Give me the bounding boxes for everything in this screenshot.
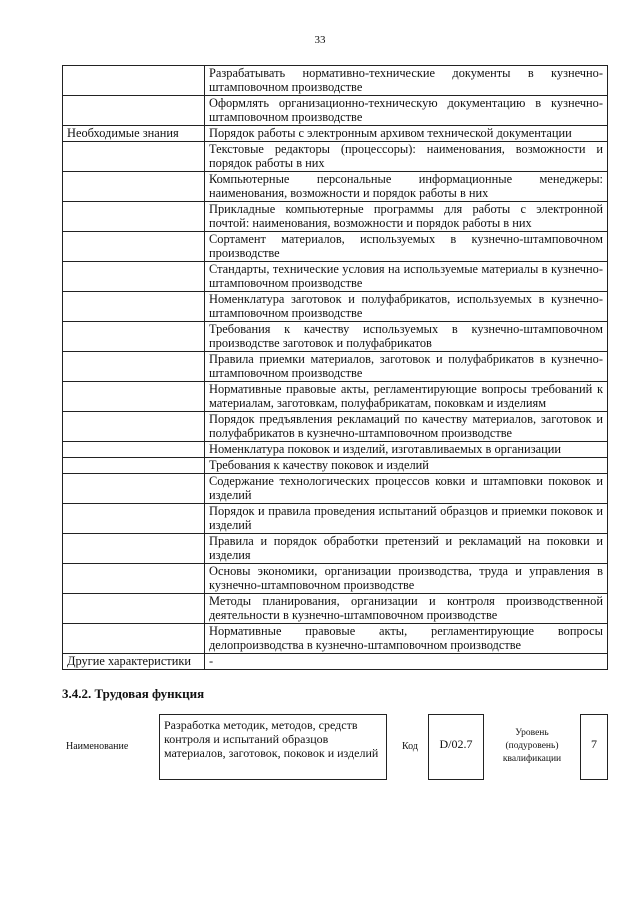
empty-cell [63,564,205,594]
skill-item: Оформлять организационно-техническую документацию в кузнечно-штамповочном производстве [205,96,608,126]
empty-cell [63,412,205,442]
empty-cell [63,382,205,412]
table-row [63,458,608,474]
empty-cell [63,504,205,534]
table-row [63,382,608,412]
other-characteristics-label: Другие характеристики [63,654,205,670]
table-row [63,202,608,232]
function-name-value: Разработка методик, методов, средств контроля и испытаний образцов материалов, заготовок, поковок и изделий [159,714,387,780]
empty-cell [63,172,205,202]
skill-item: Разрабатывать нормативно-технические документы в кузнечно-штамповочном производстве [205,66,608,96]
knowledge-item: Нормативные правовые акты, регламентирующие вопросы делопроизводства в кузнечно-штамповочном производстве [205,624,608,654]
table-row [63,322,608,352]
table-row [63,474,608,504]
table-row [63,262,608,292]
page-number: 33 [314,34,326,46]
empty-cell [63,322,205,352]
empty-cell [63,262,205,292]
empty-cell [63,458,205,474]
knowledge-item: Нормативные правовые акты, регламентирующие вопросы требований к материалам, заготовкам, полуфабрикатам, поковкам и изделиям [205,382,608,412]
qualification-level-label: Уровень (подуровень) квалификации [502,728,562,764]
table-row [63,624,608,654]
table-row [63,142,608,172]
empty-cell [63,624,205,654]
table-row [63,594,608,624]
name-label: Наименование [66,741,129,752]
requirements-table [62,65,608,670]
table-row [63,442,608,458]
knowledge-item: Содержание технологических процессов ковки и штамповки поковок и изделий [205,474,608,504]
code-label: Код [402,741,418,752]
table-row [63,292,608,322]
table-row [63,564,608,594]
section-heading: 3.4.2. Трудовая функция [62,686,205,701]
knowledge-item: Порядок и правила проведения испытаний образцов и приемки поковок и изделий [205,504,608,534]
empty-cell [63,442,205,458]
empty-cell [63,474,205,504]
empty-cell [63,66,205,96]
empty-cell [63,232,205,262]
table-row [63,352,608,382]
table-row [63,412,608,442]
table-row [63,96,608,126]
empty-cell [63,534,205,564]
knowledge-label: Необходимые знания [63,126,205,142]
knowledge-item: Компьютерные персональные информационные менеджеры: наименования, возможности и порядок работы в них [205,172,608,202]
knowledge-item: Порядок предъявления рекламаций по качеству материалов, заготовок и полуфабрикатов в кузнечно-штамповочном производстве [205,412,608,442]
knowledge-item: Прикладные компьютерные программы для работы с электронной почтой: наименования, возможности и порядок работы в них [205,202,608,232]
knowledge-item: Требования к качеству используемых в кузнечно-штамповочном производстве заготовок и полуфабрикатов [205,322,608,352]
knowledge-item: Сортамент материалов, используемых в кузнечно-штамповочном производстве [205,232,608,262]
empty-cell [63,96,205,126]
knowledge-item: Методы планирования, организации и контроля производственной деятельности в кузнечно-штамповочном производстве [205,594,608,624]
empty-cell [63,352,205,382]
knowledge-item: Номенклатура поковок и изделий, изготавливаемых в организации [205,442,608,458]
empty-cell [63,202,205,232]
table-row [63,66,608,96]
knowledge-item: Основы экономики, организации производства, труда и управления в кузнечно-штамповочном производстве [205,564,608,594]
table-row [63,172,608,202]
code-value: D/02.7 [428,714,484,780]
table-row [63,504,608,534]
qualification-level-value: 7 [580,714,608,780]
table-row [63,232,608,262]
empty-cell [63,142,205,172]
knowledge-item: Требования к качеству поковок и изделий [205,458,608,474]
knowledge-item: Правила приемки материалов, заготовок и полуфабрикатов в кузнечно-штамповочном производстве [205,352,608,382]
other-characteristics-value: - [205,654,608,670]
knowledge-item: Текстовые редакторы (процессоры): наименования, возможности и порядок работы в них [205,142,608,172]
knowledge-item: Стандарты, технические условия на используемые материалы в кузнечно-штамповочном производстве [205,262,608,292]
empty-cell [63,594,205,624]
knowledge-item: Порядок работы с электронным архивом технической документации [205,126,608,142]
knowledge-item: Номенклатура заготовок и полуфабрикатов, используемых в кузнечно-штамповочном производстве [205,292,608,322]
knowledge-item: Правила и порядок обработки претензий и рекламаций на поковки и изделия [205,534,608,564]
empty-cell [63,292,205,322]
table-row [63,654,608,670]
table-row [63,534,608,564]
table-row [63,126,608,142]
